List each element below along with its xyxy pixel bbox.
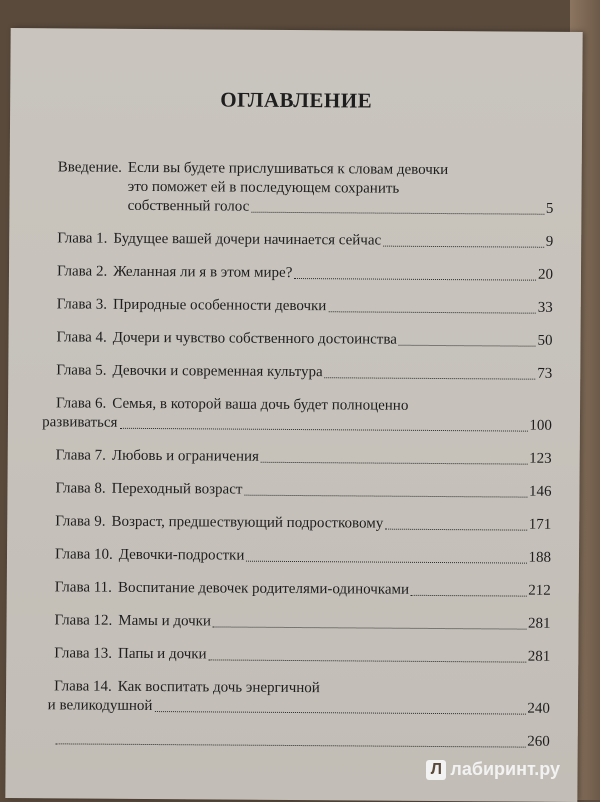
toc-entry-title: это поможет ей в последующем сохранить bbox=[128, 178, 400, 199]
dot-leader bbox=[244, 495, 527, 498]
dot-leader bbox=[213, 626, 526, 629]
toc-entry-title: развиваться bbox=[42, 413, 117, 433]
toc-entry-title: Девочки-подростки bbox=[119, 546, 245, 566]
toc-entry-title: Как воспитать дочь энергичной bbox=[118, 678, 320, 698]
toc-page-number: 50 bbox=[537, 332, 552, 351]
dot-leader bbox=[251, 212, 544, 215]
toc-entry-label: Глава 13. bbox=[54, 644, 112, 663]
toc-entry-label: Введение. bbox=[57, 158, 122, 215]
dot-leader bbox=[209, 659, 526, 662]
watermark-text: лабиринт.ру bbox=[450, 759, 560, 780]
toc-entry bbox=[55, 479, 551, 501]
toc-entry-label: Глава 3. bbox=[57, 295, 107, 314]
page-title: ОГЛАВЛЕНИЕ bbox=[10, 86, 582, 115]
toc-page-number: 171 bbox=[529, 516, 552, 535]
book-page bbox=[5, 28, 582, 802]
toc-entry-label: Глава 7. bbox=[56, 446, 106, 465]
toc-entry-title: и великодушной bbox=[48, 696, 153, 716]
toc-entry-title: Папы и дочки bbox=[118, 645, 207, 665]
toc-entry bbox=[56, 328, 552, 350]
toc-extra-line bbox=[54, 729, 550, 751]
toc-page-number: 240 bbox=[527, 700, 550, 719]
table-of-contents bbox=[54, 158, 554, 765]
toc-entry-title: Воспитание девочек родителями-одиночками bbox=[118, 579, 409, 600]
toc-page-number: 281 bbox=[528, 648, 551, 667]
toc-entry bbox=[57, 229, 553, 251]
toc-entry-label: Глава 2. bbox=[57, 262, 107, 281]
toc-entry bbox=[54, 677, 550, 718]
toc-entry bbox=[56, 361, 552, 383]
dot-leader bbox=[328, 311, 535, 313]
toc-page-number: 9 bbox=[546, 233, 554, 252]
toc-entry-title: Возраст, предшествующий подростковому bbox=[111, 513, 383, 534]
toc-page-number: 20 bbox=[538, 266, 553, 285]
toc-entry-label: Глава 9. bbox=[55, 512, 105, 531]
toc-entry-title: собственный голос bbox=[128, 197, 250, 217]
dot-leader bbox=[411, 595, 526, 597]
toc-entry bbox=[55, 578, 551, 600]
toc-entry-title: Мамы и дочки bbox=[118, 612, 211, 632]
dot-leader bbox=[119, 428, 527, 432]
toc-entry-label: Глава 11. bbox=[55, 578, 112, 597]
labirint-logo-icon: Л bbox=[426, 760, 446, 780]
toc-page-number: 146 bbox=[529, 483, 552, 502]
dot-leader bbox=[325, 377, 536, 379]
toc-entry-label: Глава 10. bbox=[55, 545, 113, 564]
toc-page-number: 100 bbox=[529, 417, 552, 436]
toc-page-number: 5 bbox=[546, 200, 554, 219]
toc-entry bbox=[55, 545, 551, 567]
toc-entry bbox=[56, 446, 552, 468]
toc-page-number: 212 bbox=[528, 582, 551, 601]
toc-entry bbox=[54, 611, 550, 633]
dot-leader bbox=[385, 529, 527, 531]
toc-entry bbox=[56, 394, 552, 435]
dot-leader bbox=[261, 462, 527, 465]
toc-entry bbox=[57, 158, 553, 218]
toc-page-number: 281 bbox=[528, 615, 551, 634]
dot-leader bbox=[294, 278, 536, 281]
toc-entry-title: Природные особенности девочки bbox=[113, 296, 326, 316]
toc-entry-label: Глава 12. bbox=[54, 611, 112, 630]
toc-entry-title: Будущее вашей дочери начинается сейчас bbox=[113, 230, 381, 251]
toc-entry-label: Глава 8. bbox=[55, 479, 105, 498]
toc-page-number: 260 bbox=[527, 733, 550, 752]
toc-entry bbox=[54, 644, 550, 666]
toc-page-number: 33 bbox=[538, 299, 553, 318]
toc-entry bbox=[57, 262, 553, 284]
toc-entry-title: Если вы будете прислушиваться к словам девочки bbox=[128, 159, 448, 180]
dot-leader bbox=[56, 743, 525, 747]
toc-entry-title: Переходный возраст bbox=[112, 480, 243, 500]
toc-entry-label: Глава 5. bbox=[56, 361, 106, 380]
toc-entry-title: Любовь и ограничения bbox=[112, 447, 259, 467]
toc-entry bbox=[57, 295, 553, 317]
toc-entry-label: Глава 14. bbox=[54, 677, 112, 715]
dot-leader bbox=[246, 561, 526, 564]
dot-leader bbox=[154, 711, 525, 715]
toc-entry-title: Семья, в которой ваша дочь будет полноценно bbox=[112, 395, 408, 416]
dot-leader bbox=[399, 345, 536, 347]
dot-leader bbox=[383, 246, 544, 248]
toc-entry bbox=[55, 512, 551, 534]
toc-entry-label: Глава 6. bbox=[56, 394, 106, 432]
toc-page-number: 123 bbox=[529, 450, 552, 469]
toc-entry-title: Девочки и современная культура bbox=[112, 362, 322, 382]
toc-page-number: 73 bbox=[537, 365, 552, 384]
labirint-watermark bbox=[426, 759, 560, 780]
toc-entry-label: Глава 1. bbox=[57, 229, 107, 248]
toc-entry-title: Дочери и чувство собственного достоинства bbox=[113, 329, 397, 350]
toc-page-number: 188 bbox=[528, 549, 551, 568]
toc-entry-title: Желанная ли я в этом мире? bbox=[113, 263, 292, 283]
toc-entry-label: Глава 4. bbox=[56, 328, 106, 347]
